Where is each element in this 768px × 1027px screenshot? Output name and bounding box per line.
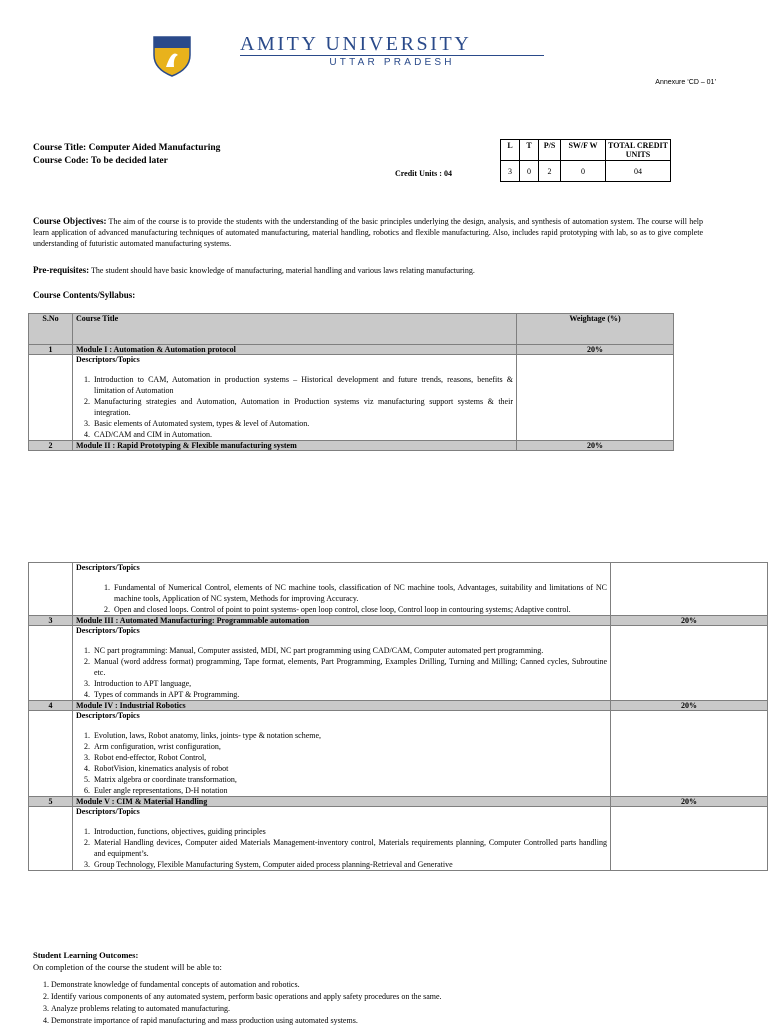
- list-item: 1. Evolution, laws, Robot anatomy, links, joints- type & notation scheme,: [92, 730, 607, 741]
- list-item: 4. Types of commands in APT & Programming.: [92, 689, 607, 700]
- module-topics-row: [29, 355, 674, 441]
- outcomes-intro: On completion of the course the student will be able to:: [33, 962, 222, 972]
- module-weightage: 20%: [517, 441, 674, 451]
- descriptor-label: Descriptors/Topics: [76, 807, 140, 816]
- list-item: 3. Group Technology, Flexible Manufacturing System, Computer aided process planning-Retrieval and Generative: [92, 859, 607, 870]
- module-number: 1: [29, 345, 73, 355]
- module-number: 3: [29, 616, 73, 626]
- credits-value-l: 3: [501, 161, 520, 182]
- module-row: [29, 701, 768, 711]
- list-item: 4. CAD/CAM and CIM in Automation.: [92, 429, 513, 440]
- contents-heading: Course Contents/Syllabus:: [33, 290, 136, 300]
- header-weightage: Weightage (%): [517, 314, 674, 345]
- credits-value-ps: 2: [539, 161, 561, 182]
- credits-header-t: T: [520, 140, 539, 161]
- list-item: 1. NC part programming: Manual, Computer assisted, MDI, NC part programming using CAD/CAM, Computer automated pert programming.: [92, 645, 607, 656]
- syllabus-table-page1: [28, 313, 674, 451]
- module-row: [29, 797, 768, 807]
- topic-list: [76, 645, 607, 700]
- course-code: Course Code: To be decided later: [33, 156, 168, 166]
- list-item: 1. Introduction, functions, objectives, guiding principles: [92, 826, 607, 837]
- prerequisites-text: The student should have basic knowledge of manufacturing, material handling and various laws relating manufacturing.: [89, 266, 475, 275]
- module-title: Module V : CIM & Material Handling: [73, 797, 611, 807]
- university-logo: [148, 33, 196, 77]
- list-item: 3. Robot end-effector, Robot Control,: [92, 752, 607, 763]
- descriptor-label: Descriptors/Topics: [76, 626, 140, 635]
- module-topics-row: [29, 807, 768, 871]
- module-topics-row: [29, 711, 768, 797]
- module-row: [29, 441, 674, 451]
- module-topics-row: [29, 563, 768, 616]
- module-weightage: 20%: [611, 701, 768, 711]
- descriptor-label: Descriptors/Topics: [76, 563, 140, 572]
- topic-list: [76, 374, 513, 440]
- list-item: 3. Introduction to APT language,: [92, 678, 607, 689]
- list-item: 1. Fundamental of Numerical Control, elements of NC machine tools, classification of NC machine tools, Advantages, suitability and limitations of NC machine tools, Application of NC system, Methods for improving Accuracy.: [112, 582, 607, 604]
- credit-units: Credit Units : 04: [395, 169, 452, 178]
- university-name: AMITY UNIVERSITY: [240, 33, 472, 55]
- list-item: 4. Demonstrate importance of rapid manufacturing and mass production using automated systems.: [51, 1015, 691, 1027]
- credits-header-l: L: [501, 140, 520, 161]
- topic-list: [76, 826, 607, 870]
- topic-list: [76, 582, 607, 615]
- list-item: 2. Material Handling devices, Computer aided Materials Management-inventory control, Materials requirements planning, Computer Controlled parts handling and equipment’s.: [92, 837, 607, 859]
- module-number: 5: [29, 797, 73, 807]
- credits-value-swfw: 0: [561, 161, 606, 182]
- credits-header-ps: P/S: [539, 140, 561, 161]
- descriptor-label: Descriptors/Topics: [76, 355, 140, 364]
- module-number: 4: [29, 701, 73, 711]
- table-header-row: [29, 314, 674, 345]
- list-item: 2. Arm configuration, wrist configuration,: [92, 741, 607, 752]
- outcomes-list: [33, 979, 691, 1027]
- credits-header-swfw: SW/F W: [561, 140, 606, 161]
- course-title: Course Title: Computer Aided Manufacturing: [33, 143, 221, 153]
- topic-list: [76, 730, 607, 796]
- module-title: Module I : Automation & Automation protocol: [73, 345, 517, 355]
- list-item: 4. RobotVision, kinematics analysis of robot: [92, 763, 607, 774]
- list-item: 5. Matrix algebra or coordinate transformation,: [92, 774, 607, 785]
- list-item: 2. Identify various components of any automated system, perform basic operations and apply safety procedures on the same.: [51, 991, 691, 1003]
- module-row: [29, 616, 768, 626]
- credits-table: [500, 139, 671, 182]
- list-item: 2. Open and closed loops. Control of point to point systems- open loop control, close loop, Control loop in contouring systems; Adaptive control.: [112, 604, 607, 615]
- descriptor-label: Descriptors/Topics: [76, 711, 140, 720]
- list-item: 3. Basic elements of Automated system, types & level of Automation.: [92, 418, 513, 429]
- course-objectives: [33, 216, 703, 249]
- prerequisites-label: Pre-requisites:: [33, 265, 90, 275]
- list-item: 1. Introduction to CAM, Automation in production systems – Historical development and future trends, reasons, benefits & limitation of Automation: [92, 374, 513, 396]
- module-weightage: 20%: [611, 797, 768, 807]
- outcomes-title: Student Learning Outcomes:: [33, 950, 139, 960]
- prerequisites: [33, 265, 703, 276]
- credits-value-t: 0: [520, 161, 539, 182]
- syllabus-table-page2: [28, 562, 768, 871]
- header-course-title: Course Title: [73, 314, 517, 345]
- module-title: Module IV : Industrial Robotics: [73, 701, 611, 711]
- credits-header-total: TOTAL CREDIT UNITS: [606, 140, 671, 161]
- list-item: 2. Manufacturing strategies and Automation, Automation in Production systems viz manufacturing support systems & their integration.: [92, 396, 513, 418]
- module-title: Module II : Rapid Prototyping & Flexible manufacturing system: [73, 441, 517, 451]
- list-item: 3. Analyze problems relating to automated manufacturing.: [51, 1003, 691, 1015]
- objectives-label: Course Objectives:: [33, 216, 107, 226]
- module-topics-row: [29, 626, 768, 701]
- header-sno: S.No: [29, 314, 73, 345]
- module-weightage: 20%: [517, 345, 674, 355]
- credits-value-total: 04: [606, 161, 671, 182]
- objectives-text: The aim of the course is to provide the students with the understanding of the basic principles underlying the design, analysis, and synthesis of automation system. The course will help learn application of advanced manufacturing techniques of automated manufacturing, material handling, robotics and flexible manufacturing. Also, includes rapid prototyping with lab, so as to give complete understanding of futuristic automated manufacturing systems.: [33, 217, 703, 248]
- list-item: 1. Demonstrate knowledge of fundamental concepts of automation and robotics.: [51, 979, 691, 991]
- list-item: 6. Euler angle representations, D-H notation: [92, 785, 607, 796]
- header-rule: [240, 55, 544, 56]
- list-item: 2. Manual (word address format) programming, Tape format, elements, Part Programming, Examples Drilling, Turning and Milling; Canned cycles, Subroutine etc.: [92, 656, 607, 678]
- module-number: 2: [29, 441, 73, 451]
- annexure-label: Annexure ‘CD – 01’: [655, 79, 716, 86]
- module-title: Module III : Automated Manufacturing: Programmable automation: [73, 616, 611, 626]
- module-row: [29, 345, 674, 355]
- module-weightage: 20%: [611, 616, 768, 626]
- university-subtitle: UTTAR PRADESH: [329, 57, 455, 68]
